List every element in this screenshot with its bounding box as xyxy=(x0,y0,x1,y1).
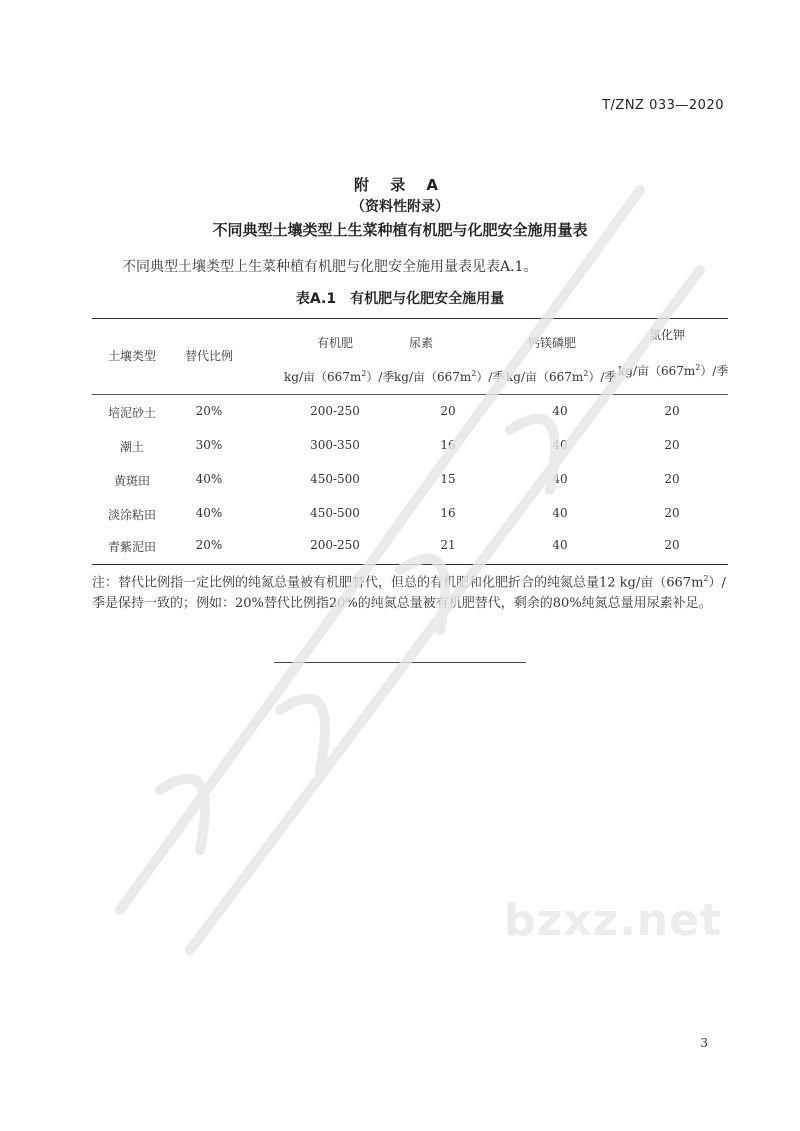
table-row xyxy=(92,438,728,472)
cell-soil: 黄斑田 xyxy=(113,474,150,488)
cell-phosphate: 40 xyxy=(552,404,568,418)
table-bottom-rule xyxy=(92,564,728,565)
header-ratio: 替代比例 xyxy=(184,349,233,363)
table-row xyxy=(92,404,728,438)
cell-phosphate: 40 xyxy=(552,438,568,452)
cell-soil: 培泥砂土 xyxy=(107,406,156,420)
cell-urea: 16 xyxy=(440,438,456,452)
cell-potassium: 20 xyxy=(664,438,680,452)
cell-potassium: 20 xyxy=(664,538,680,552)
page-number: 3 xyxy=(700,1036,708,1050)
table-row xyxy=(92,538,728,572)
cell-phosphate: 40 xyxy=(552,472,568,486)
unit-urea: kg/亩$(667m^2)/$季 xyxy=(394,369,505,384)
table-top-rule xyxy=(92,318,728,319)
table-row xyxy=(92,506,728,540)
header-organic: 有机肥 xyxy=(316,336,353,350)
cell-phosphate: 40 xyxy=(552,538,568,552)
appendix-title: 不同典型土壤类型上生菜种植有机肥与化肥安全施用量表 xyxy=(212,221,588,239)
cell-potassium: 20 xyxy=(664,506,680,520)
cell-organic: 200-250 xyxy=(310,404,360,418)
cell-ratio: 20% xyxy=(195,538,223,552)
cell-potassium: 20 xyxy=(664,472,680,486)
header-phosphate: 钙镁磷肥 xyxy=(527,336,576,350)
cell-urea: 15 xyxy=(440,472,456,486)
cell-ratio: 30% xyxy=(195,438,223,452)
cell-ratio: 20% xyxy=(195,404,223,418)
watermark-logo: bzxz.net xyxy=(503,895,722,946)
cell-soil: 青紫泥田 xyxy=(107,540,156,554)
document-code: T/ZNZ 033—2020 xyxy=(602,98,724,113)
intro-paragraph: 不同典型土壤类型上生菜种植有机肥与化肥安全施用量表见表A.1。 xyxy=(122,259,538,275)
cell-organic: 450-500 xyxy=(310,472,360,486)
cell-soil: 淡涂粘田 xyxy=(107,508,156,522)
end-rule xyxy=(274,662,526,663)
cell-phosphate: 40 xyxy=(552,506,568,520)
cell-soil: 潮土 xyxy=(119,440,144,454)
cell-urea: 16 xyxy=(440,506,456,520)
cell-potassium: 20 xyxy=(664,404,680,418)
table-row xyxy=(92,472,728,506)
header-potassium: 氯化钾 xyxy=(648,328,685,342)
appendix-type: （资料性附录） xyxy=(351,199,449,215)
appendix-label: 附 录 A xyxy=(353,176,447,194)
cell-organic: 300-350 xyxy=(310,438,360,452)
unit-potassium: kg/亩$(667m^2)/$季 xyxy=(618,363,729,378)
table-caption: 表A.1 有机肥与化肥安全施用量 xyxy=(295,291,505,307)
cell-urea: 20 xyxy=(440,404,456,418)
appendix-heading xyxy=(0,174,800,242)
cell-urea: 21 xyxy=(440,538,456,552)
header-urea: 尿素 xyxy=(408,336,433,350)
unit-phosphate: kg/亩$(667m^2)/$季 xyxy=(506,369,617,384)
cell-organic: 200-250 xyxy=(310,538,360,552)
table-note: 注：替代比例指一定比例的纯氮总量被有机肥替代，但总的有机肥和化肥折合的纯氮总量12 kg/亩$(667m^2)/$季是保持一致的；例如：20%替代比例指20%的纯氮总量被有机肥替代，剩余的80%纯氮总量用尿素补足。 xyxy=(92,574,726,612)
table-header-rule xyxy=(92,394,728,395)
cell-ratio: 40% xyxy=(195,506,223,520)
cell-organic: 450-500 xyxy=(310,506,360,520)
cell-ratio: 40% xyxy=(195,472,223,486)
unit-organic: kg/亩$(667m^2)/$季 xyxy=(284,369,395,384)
header-soil-type: 土壤类型 xyxy=(107,349,156,363)
